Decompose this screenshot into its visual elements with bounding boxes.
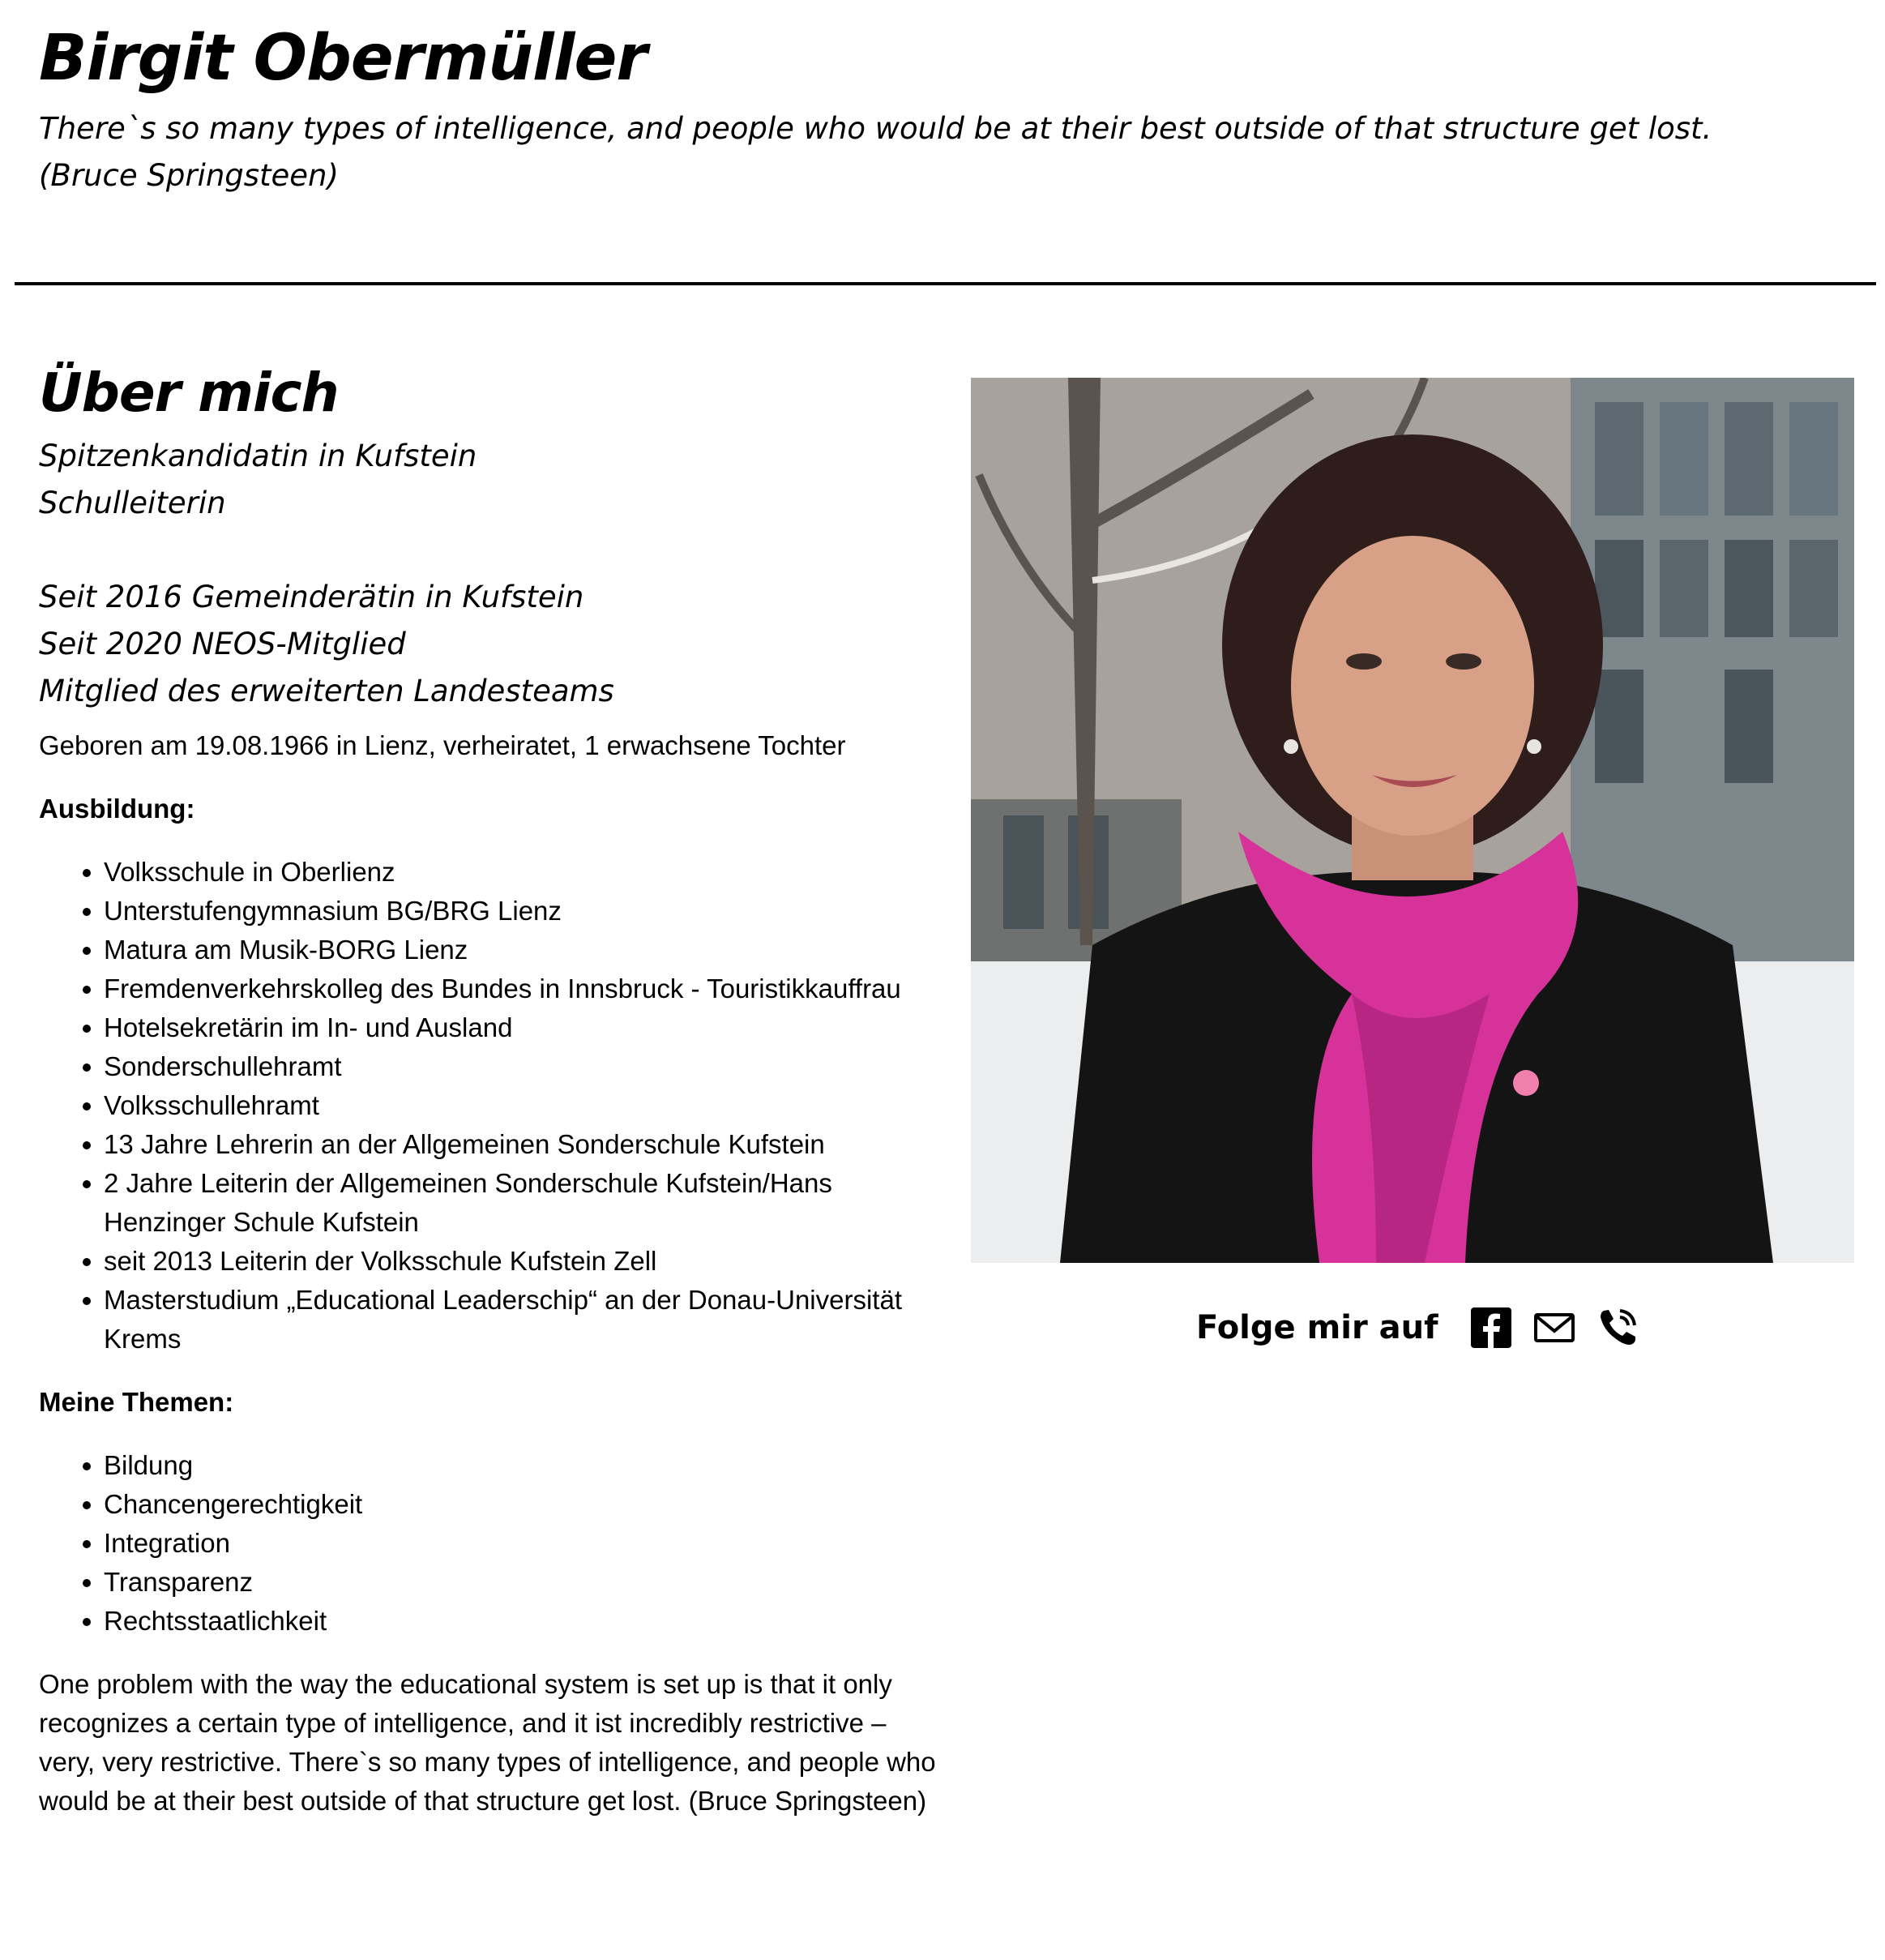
- list-item: seit 2013 Leiterin der Volksschule Kufstein Zell: [104, 1242, 938, 1281]
- phone-icon[interactable]: [1596, 1306, 1639, 1350]
- divider: [15, 282, 1876, 285]
- portrait-illustration: [971, 378, 1854, 1263]
- list-item: Transparenz: [104, 1563, 938, 1602]
- topics-heading: Meine Themen:: [39, 1387, 234, 1417]
- header-quote-text: There`s so many types of intelligence, and people who would be at their best outside of that structure get lost.: [39, 111, 1712, 146]
- list-item: Unterstufengymnasium BG/BRG Lienz: [104, 892, 938, 931]
- membership-line: Mitglied des erweiterten Landesteams: [39, 674, 614, 708]
- closing-quote: One problem with the way the educational system is set up is that it only recognizes a certain type of intelligence, and it ist incredibly restrictive – very, very restrictive. There`s so many types of intelligence, and people who would be at their best outside of that structure get lost. (Bruce Springsteen): [39, 1669, 936, 1816]
- header-quote-author: (Bruce Springsteen): [39, 158, 339, 193]
- list-item: Matura am Musik-BORG Lienz: [104, 931, 938, 969]
- role-line: Schulleiterin: [39, 486, 226, 520]
- education-list: [39, 853, 938, 1359]
- list-item: Volksschullehramt: [104, 1086, 938, 1125]
- education-heading: Ausbildung:: [39, 794, 195, 824]
- roles-block: [39, 433, 938, 715]
- facebook-icon[interactable]: [1469, 1306, 1513, 1350]
- list-item: Hotelsekretärin im In- und Ausland: [104, 1008, 938, 1047]
- mail-icon[interactable]: [1532, 1306, 1576, 1350]
- about-section: [39, 357, 938, 1821]
- role-line: Spitzenkandidatin in Kufstein: [39, 439, 477, 473]
- list-item: Masterstudium „Educational Leaderschip“ an der Donau-Universität Krems: [104, 1281, 938, 1359]
- list-item: Volksschule in Oberlienz: [104, 853, 938, 892]
- list-item: Sonderschullehramt: [104, 1047, 938, 1086]
- membership-line: Seit 2016 Gemeinderätin in Kufstein: [39, 580, 584, 614]
- list-item: Rechtsstaatlichkeit: [104, 1602, 938, 1641]
- page-title: Birgit Obermüller: [39, 22, 647, 95]
- follow-row: [1196, 1302, 1659, 1354]
- list-item: 2 Jahre Leiterin der Allgemeinen Sonderschule Kufstein/Hans Henzinger Schule Kufstein: [104, 1164, 938, 1242]
- list-item: Bildung: [104, 1446, 938, 1485]
- membership-line: Seit 2020 NEOS-Mitglied: [39, 627, 406, 661]
- header-quote: [39, 105, 1838, 199]
- portrait-photo: [971, 378, 1854, 1263]
- list-item: Chancengerechtigkeit: [104, 1485, 938, 1524]
- list-item: 13 Jahre Lehrerin an der Allgemeinen Sonderschule Kufstein: [104, 1125, 938, 1164]
- follow-label: Folge mir auf: [1196, 1309, 1438, 1346]
- page-header: [39, 18, 1862, 199]
- birth-info: Geboren am 19.08.1966 in Lienz, verheiratet, 1 erwachsene Tochter: [39, 730, 846, 760]
- spacer: [39, 527, 938, 574]
- list-item: Fremdenverkehrskolleg des Bundes in Innsbruck - Touristikkauffrau: [104, 969, 938, 1008]
- topics-list: [39, 1446, 938, 1641]
- list-item: Integration: [104, 1524, 938, 1563]
- section-title: Über mich: [39, 362, 339, 424]
